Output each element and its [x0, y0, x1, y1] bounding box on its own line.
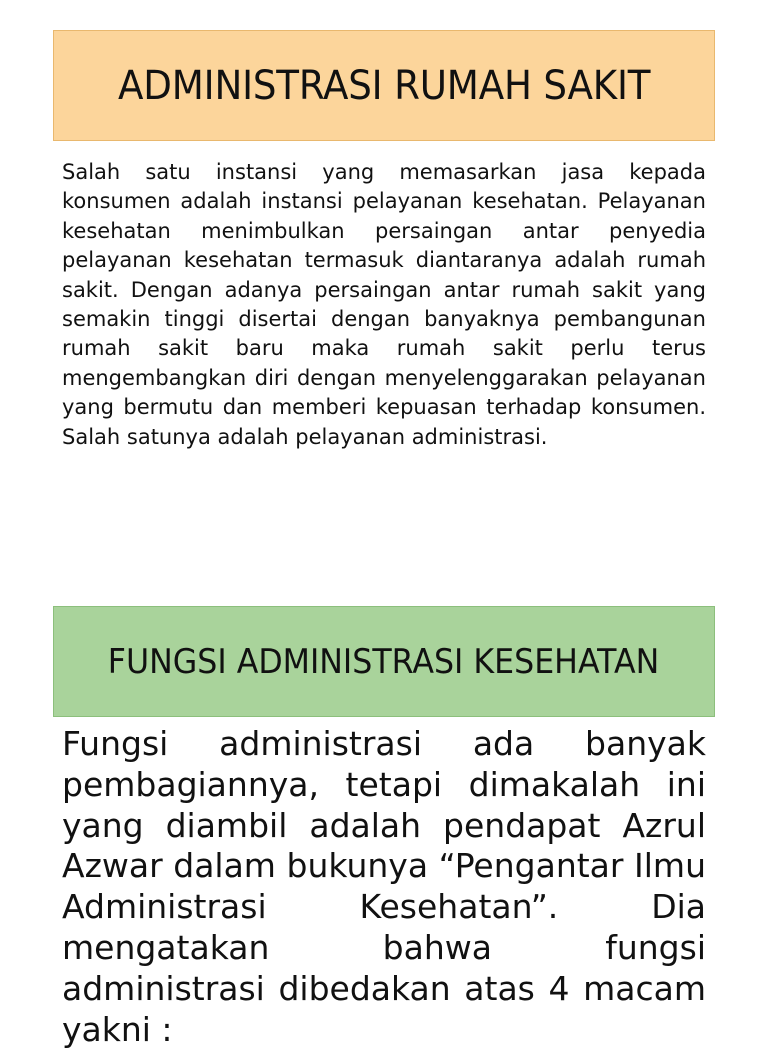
intro-paragraph: Salah satu instansi yang memasarkan jasa kepada konsumen adalah instansi pelayanan kesehatan. Pelayanan kesehatan menimbulkan persaingan antar penyedia pelayanan kesehatan termasuk diantaranya adalah rumah sakit. Dengan adanya persaingan antar rumah sakit yang semakin tinggi disertai dengan banyaknya pembangunan rumah sakit baru maka rumah sakit perlu terus mengembangkan diri dengan menyelenggarakan pelayanan yang bermutu dan memberi kepuasan terhadap konsumen. Salah satunya adalah pelayanan administrasi.: [62, 160, 706, 449]
section-title-text: FUNGSI ADMINISTRASI KESEHATAN: [108, 641, 660, 682]
section-title-administrasi-rumah-sakit: [53, 30, 715, 141]
section-title-fungsi-administrasi-kesehatan: [53, 606, 715, 717]
fungsi-paragraph: Fungsi administrasi ada banyak pembagiannya, tetapi dimakalah ini yang diambil adalah pendapat Azrul Azwar dalam bukunya “Pengantar Ilmu Administrasi Kesehatan”. Dia mengatakan bahwa fungsi administrasi dibedakan atas 4 macam yakni :: [62, 724, 706, 1049]
section-title-text: ADMINISTRASI RUMAH SAKIT: [117, 62, 651, 109]
